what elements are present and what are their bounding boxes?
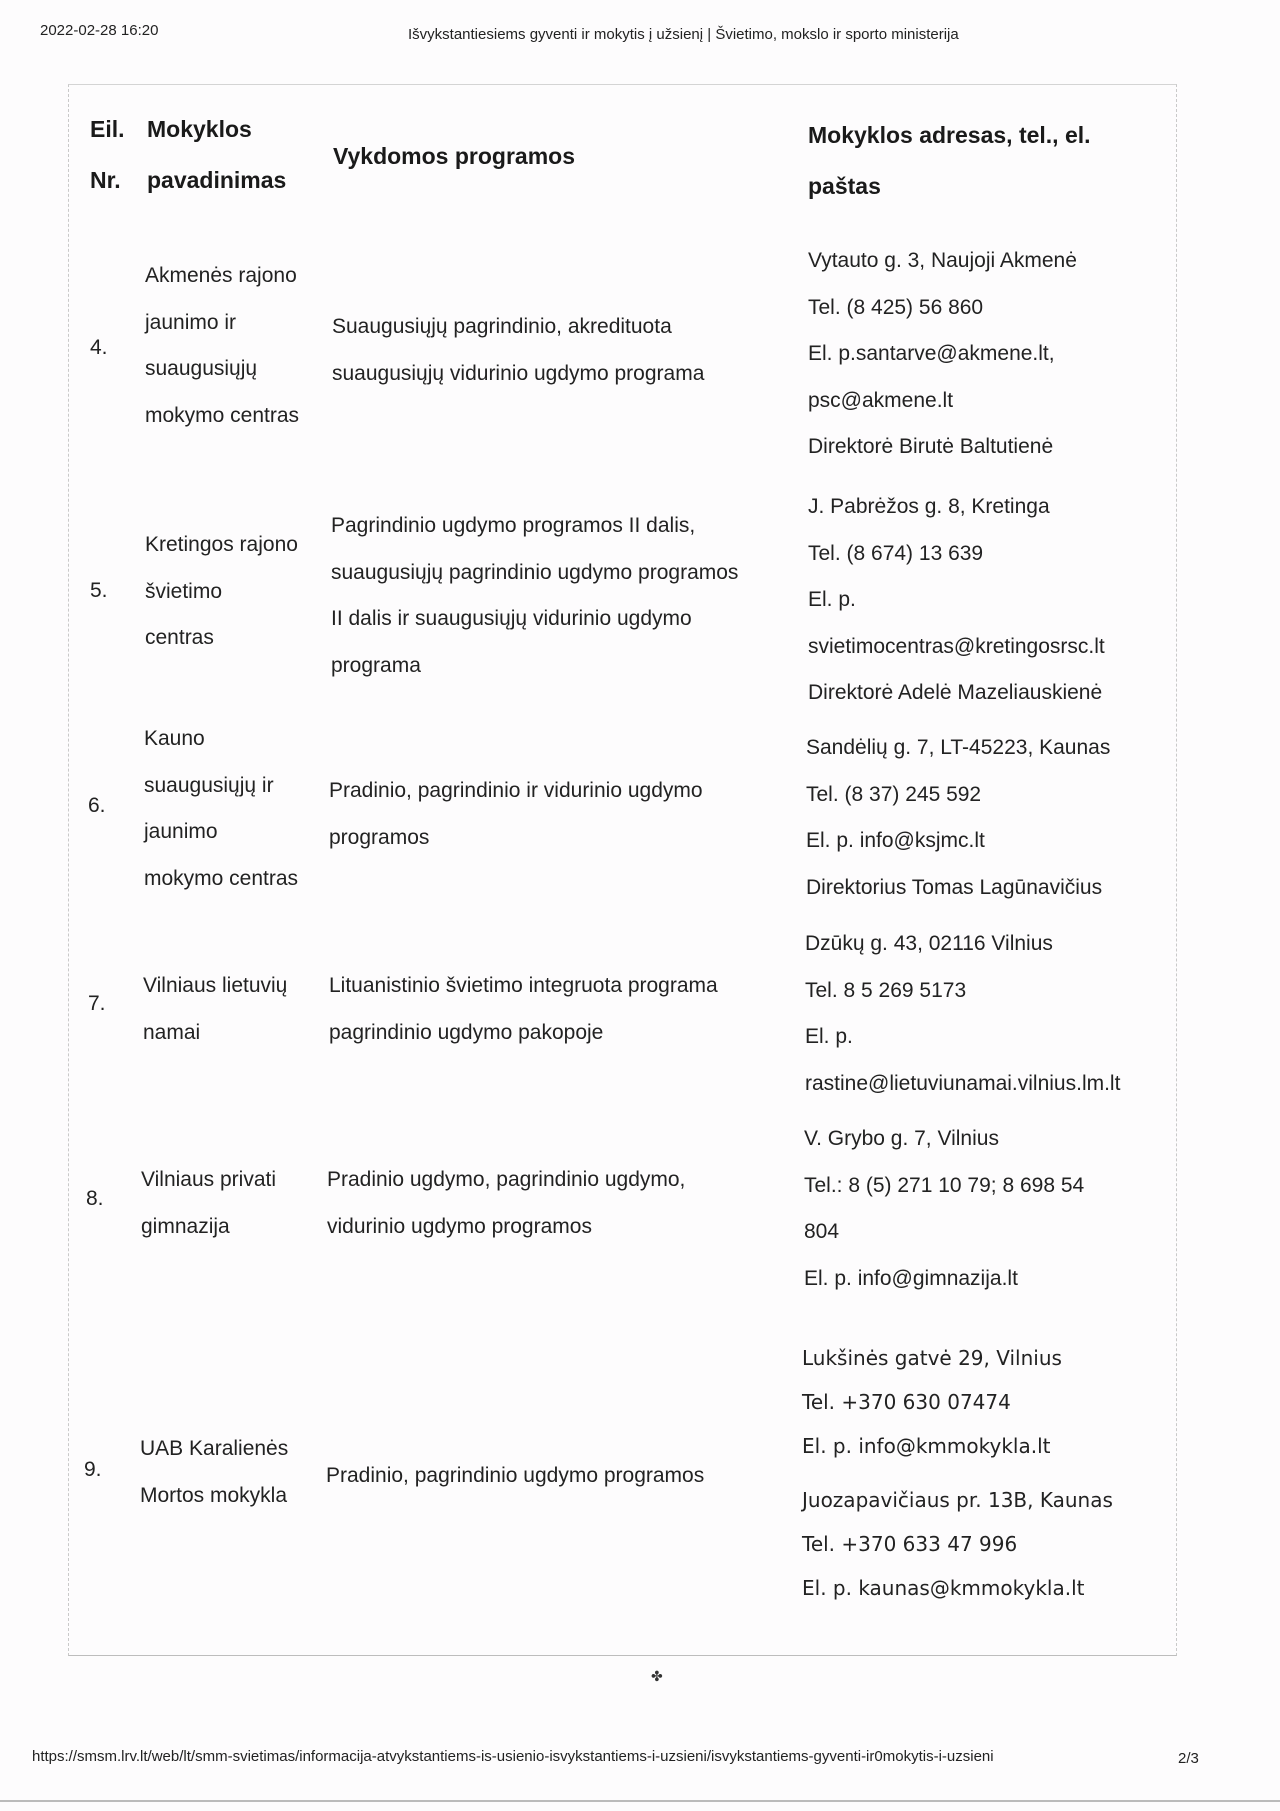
row-school-name (145, 522, 298, 662)
row-address (808, 484, 1105, 717)
header-nr-line: Eil. (90, 116, 125, 142)
row-school-name (145, 253, 299, 439)
name-line: švietimo (145, 579, 223, 603)
program-line: Suaugusiųjų pagrindinio, akredituota (332, 315, 672, 338)
program-line: Pradinio, pagrindinio ugdymo programos (326, 1464, 705, 1487)
program-line: programa (331, 653, 421, 677)
row-nr: 5. (90, 579, 108, 602)
name-line: Vilniaus privati (141, 1168, 277, 1191)
row-programs (327, 1157, 685, 1250)
name-line: gimnazija (141, 1214, 230, 1238)
row-programs (326, 1453, 704, 1500)
director-name: Direktorė Adelė Mazeliauskienė (808, 681, 1103, 704)
address-line: Lukšinės gatvė 29, Vilnius (802, 1346, 1062, 1370)
address-line: Vytauto g. 3, Naujoji Akmenė (808, 249, 1077, 272)
email-link: El. p. info@ksjmc.lt (806, 829, 985, 852)
row-nr: 4. (90, 336, 108, 359)
name-line: mokymo centras (144, 866, 299, 890)
name-line: jaunimo ir (145, 310, 237, 334)
row-address (808, 238, 1077, 471)
address-line: 804 (804, 1220, 840, 1243)
program-line: suaugusiųjų pagrindinio ugdymo programos (331, 560, 739, 584)
address-line: El. p. (805, 1025, 853, 1048)
print-footer-url: https://smsm.lrv.lt/web/lt/smm-svietimas/informacija-atvykstantiems-is-usienio-isvykstantiems-i-uzsieni/isvykstantiems-gyventi-ir0mokytis-i-uzsieni (32, 1748, 994, 1765)
header-address (808, 110, 1091, 212)
header-address-line: Mokyklos adresas, tel., el. (808, 122, 1091, 148)
email-link: El. p. info@gimnazija.lt (804, 1266, 1018, 1290)
address-line: Tel. 8 5 269 5173 (805, 978, 967, 1002)
name-line: suaugusiųjų (145, 357, 258, 380)
email-link: El. p.santarve@akmene.lt, (808, 342, 1055, 365)
row-nr: 7. (88, 992, 106, 1015)
address-line: Tel. +370 630 07474 (802, 1390, 1011, 1414)
header-nr (90, 104, 125, 206)
program-line: Pagrindinio ugdymo programos II dalis, (331, 514, 696, 537)
row-programs (329, 768, 703, 861)
address-line: Tel.: 8 (5) 271 10 79; 8 698 54 (804, 1173, 1085, 1197)
row-address (805, 921, 1120, 1107)
name-line: mokymo centras (145, 403, 300, 427)
row-programs (329, 963, 718, 1056)
address-line: Tel. (8 37) 245 592 (806, 782, 982, 806)
header-programs (333, 131, 575, 182)
name-line: Kauno (144, 727, 205, 750)
name-line: Mortos mokykla (140, 1483, 288, 1507)
email-link: El. p. info@kmmokykla.lt (802, 1434, 1051, 1458)
row-programs (332, 304, 704, 397)
program-line: Pradinio, pagrindinio ir vidurinio ugdymo (329, 779, 703, 802)
program-line: Pradinio ugdymo, pagrindinio ugdymo, (327, 1168, 686, 1191)
address-line: J. Pabrėžos g. 8, Kretinga (808, 495, 1050, 518)
row-school-name (143, 963, 287, 1056)
row-nr: 8. (86, 1187, 104, 1210)
row-address (802, 1336, 1113, 1610)
print-page-number: 2/3 (1178, 1750, 1199, 1767)
header-name (147, 104, 286, 206)
header-address-line: paštas (808, 173, 881, 199)
row-address (804, 1116, 1084, 1302)
address-line: Sandėlių g. 7, LT-45223, Kaunas (806, 736, 1111, 759)
director-name: Direktorius Tomas Lagūnavičius (806, 875, 1103, 899)
address-line: Tel. (8 425) 56 860 (808, 295, 984, 319)
header-programs-line: Vykdomos programos (333, 143, 575, 169)
address-line: Tel. (8 674) 13 639 (808, 541, 984, 565)
email-link: rastine@lietuviunamai.vilnius.lm.lt (805, 1071, 1121, 1095)
address-line: El. p. (808, 588, 856, 611)
address-line: Juozapavičiaus pr. 13B, Kaunas (802, 1488, 1113, 1512)
director-name: Direktorė Birutė Baltutienė (808, 435, 1054, 458)
name-line: jaunimo (144, 820, 218, 843)
row-nr: 9. (84, 1458, 102, 1481)
header-name-line: pavadinimas (147, 167, 287, 193)
name-line: centras (145, 626, 214, 649)
program-line: II dalis ir suaugusiųjų vidurinio ugdymo (331, 607, 692, 630)
row-address (806, 725, 1110, 911)
header-name-line: Mokyklos (147, 116, 252, 142)
email-link: psc@akmene.lt (808, 388, 954, 412)
program-line: pagrindinio ugdymo pakopoje (329, 1020, 604, 1044)
program-line: vidurinio ugdymo programos (327, 1214, 592, 1238)
scan-speck: ✤ (651, 1668, 663, 1684)
row-school-name (141, 1157, 276, 1250)
email-link: El. p. kaunas@kmmokykla.lt (802, 1576, 1085, 1600)
name-line: Akmenės rajono (145, 264, 297, 287)
name-line: namai (143, 1020, 201, 1044)
name-line: Vilniaus lietuvių (143, 974, 288, 997)
print-datetime: 2022-02-28 16:20 (40, 22, 159, 39)
program-line: suaugusiųjų vidurinio ugdymo programa (332, 361, 705, 385)
header-nr-line: Nr. (90, 167, 121, 193)
email-link: svietimocentras@kretingosrsc.lt (808, 634, 1105, 658)
print-page-title: Išvykstantiesiems gyventi ir mokytis į užsienį | Švietimo, mokslo ir sporto ministerija (408, 26, 959, 43)
program-line: Lituanistinio švietimo integruota programa (329, 974, 718, 997)
name-line: UAB Karalienės (140, 1437, 289, 1460)
address-line: Dzūkų g. 43, 02116 Vilnius (805, 932, 1053, 955)
row-nr: 6. (88, 794, 106, 817)
address-line: Tel. +370 633 47 996 (802, 1532, 1018, 1556)
spacer (802, 1468, 1113, 1478)
name-line: suaugusiųjų ir (144, 773, 274, 797)
row-programs (331, 503, 738, 689)
page-edge (0, 1800, 1280, 1802)
row-school-name (144, 716, 298, 902)
name-line: Kretingos rajono (145, 533, 298, 556)
address-line: V. Grybo g. 7, Vilnius (804, 1127, 999, 1150)
program-line: programos (329, 825, 430, 849)
row-school-name (140, 1426, 288, 1519)
